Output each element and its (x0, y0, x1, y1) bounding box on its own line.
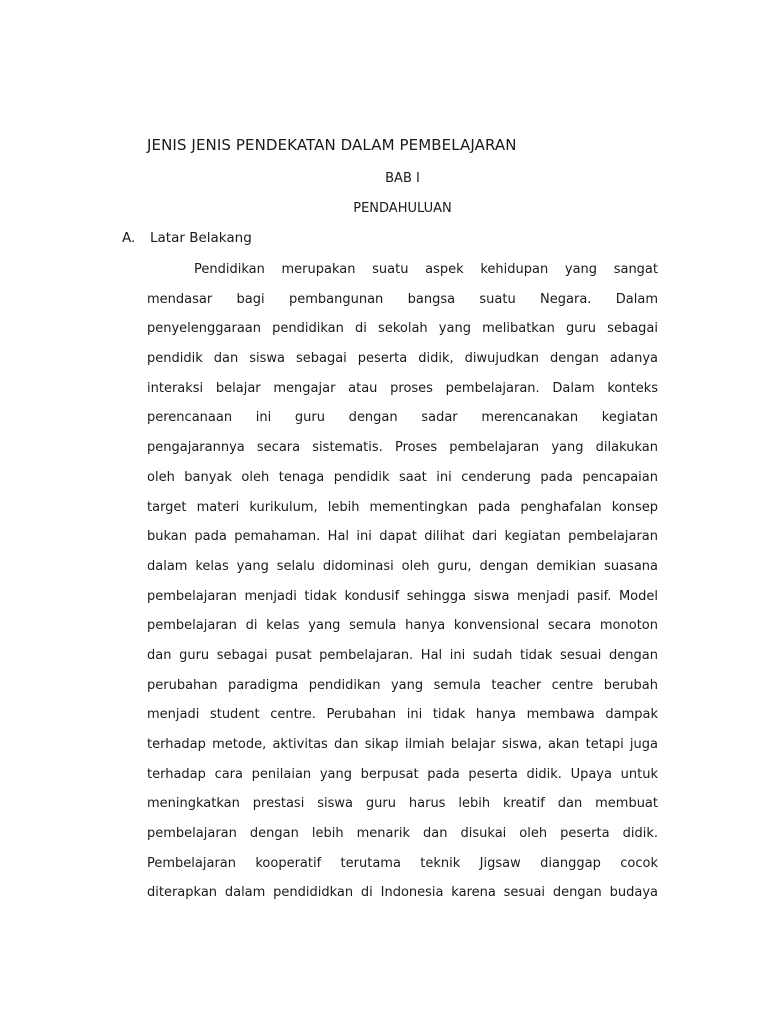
paragraph (147, 259, 658, 912)
paragraph-line: pembelajaran di kelas yang semula hanya konvensional secara monoton (147, 618, 658, 634)
document-title: JENIS JENIS PENDEKATAN DALAM PEMBELAJARAN (147, 136, 517, 154)
paragraph-line: meningkatkan prestasi siswa guru harus lebih kreatif dan membuat (147, 796, 658, 812)
paragraph-line: perubahan paradigma pendidikan yang semula teacher centre berubah (147, 677, 658, 693)
paragraph-line: mendasar bagi pembangunan bangsa suatu Negara. Dalam (147, 291, 658, 307)
paragraph-line: terhadap cara penilaian yang berpusat pada peserta didik. Upaya untuk (147, 766, 658, 782)
paragraph-line: dan guru sebagai pusat pembelajaran. Hal ini sudah tidak sesuai dengan (147, 647, 658, 663)
paragraph-line: dalam kelas yang selalu didominasi oleh guru, dengan demikian suasana (147, 558, 658, 574)
paragraph-line: Pembelajaran kooperatif terutama teknik Jigsaw dianggap cocok (147, 855, 658, 871)
paragraph-line: menjadi student centre. Perubahan ini tidak hanya membawa dampak (147, 707, 658, 723)
chapter-title: PENDAHULUAN (353, 201, 452, 216)
paragraph-line: terhadap metode, aktivitas dan sikap ilmiah belajar siswa, akan tetapi juga (147, 737, 658, 752)
paragraph-line: diterapkan dalam pendididkan di Indonesia karena sesuai dengan budaya (147, 885, 658, 901)
paragraph-line: perencanaan ini guru dengan sadar merencanakan kegiatan (147, 410, 658, 426)
paragraph-line: penyelenggaraan pendidikan di sekolah yang melibatkan guru sebagai (147, 321, 658, 337)
paragraph-line: target materi kurikulum, lebih mementingkan pada penghafalan konsep (147, 499, 658, 515)
paragraph-line: oleh banyak oleh tenaga pendidik saat ini cenderung pada pencapaian (147, 469, 658, 485)
section-heading-text: Latar Belakang (150, 230, 252, 246)
paragraph-line: bukan pada pemahaman. Hal ini dapat dilihat dari kegiatan pembelajaran (147, 529, 658, 545)
chapter-number: BAB I (385, 171, 420, 186)
paragraph-line: pembelajaran dengan lebih menarik dan disukai oleh peserta didik. (147, 826, 658, 842)
section-letter: A. (122, 230, 136, 246)
paragraph-line: pengajarannya secara sistematis. Proses pembelajaran yang dilakukan (147, 440, 658, 456)
paragraph-line: pendidik dan siswa sebagai peserta didik, diwujudkan dengan adanya (147, 351, 658, 367)
paragraph-line: pembelajaran menjadi tidak kondusif sehingga siswa menjadi pasif. Model (147, 588, 658, 604)
paragraph-line: Pendidikan merupakan suatu aspek kehidupan yang sangat (194, 262, 658, 277)
paragraph-line: interaksi belajar mengajar atau proses pembelajaran. Dalam konteks (147, 380, 658, 396)
section-heading (122, 230, 252, 246)
